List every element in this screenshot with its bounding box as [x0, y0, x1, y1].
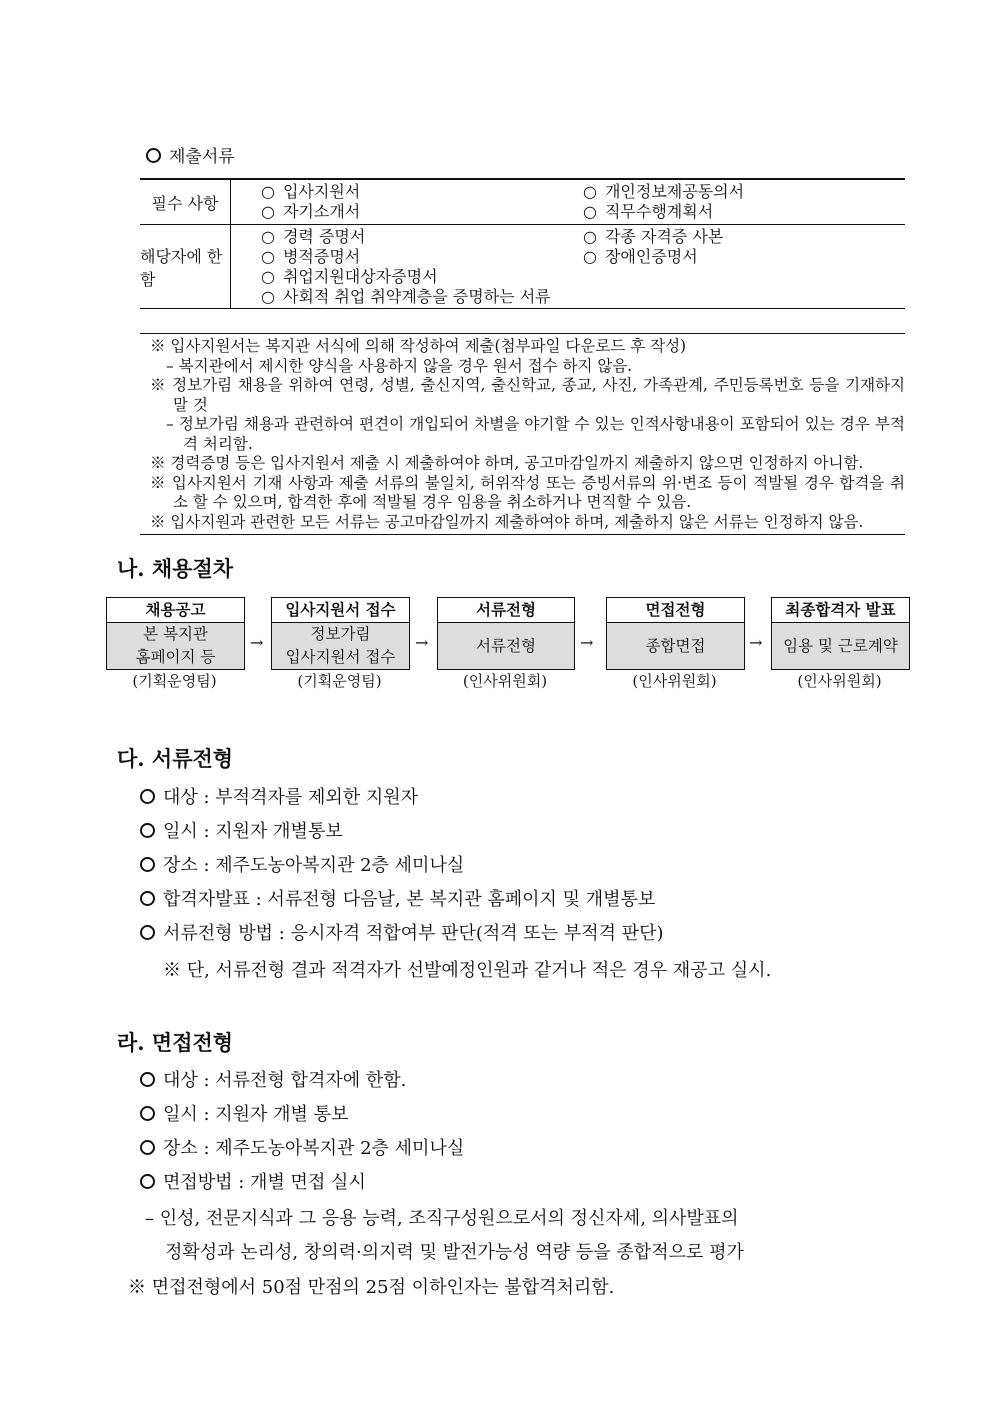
- note-dash-line: – 정보가림 채용과 관련하여 편견이 개입되어 차별을 야기할 수 있는 인적사항내용이 포함되어 있는 경우 부적격 처리함.: [166, 415, 905, 453]
- screening-item: 합격자발표 : 서류전형 다음날, 본 복지관 홈페이지 및 개별통보: [140, 885, 655, 911]
- circle-bullet-icon: [140, 1140, 155, 1155]
- interview-dash-line: 정확성과 논리성, 창의력·의지력 및 발전가능성 역량 등을 종합적으로 평가: [165, 1242, 744, 1263]
- circle-bullet-icon: [140, 823, 155, 838]
- interview-heading: 라. 면접전형: [117, 1030, 234, 1055]
- interview-item: 면접방법 : 개별 면접 실시: [140, 1168, 366, 1194]
- docs-row-optional: [140, 225, 905, 308]
- doc-item: ○ 취업지원대상자증명서: [261, 267, 583, 287]
- step-body: 종합면접: [607, 623, 744, 669]
- process-step-5: [771, 597, 910, 670]
- step-title: 최종합격자 발표: [772, 598, 909, 623]
- note-line: ※ 입사지원서 기재 사항과 제출 서류의 불일치, 허위작성 또는 증빙서류의 위·변조 등이 적발될 경우 합격을 취소 할 수 있으며, 합격한 후에 적발될 경우 임용을 취소하거나 면직할 수 있음.: [150, 473, 905, 511]
- circle-bullet-icon: [140, 1072, 155, 1087]
- note-dash-line: – 복지관에서 제시한 양식을 사용하지 않을 경우 원서 접수 하지 않음.: [166, 356, 633, 375]
- note-line: ※ 입사지원서는 복지관 서식에 의해 작성하여 제출(첨부파일 다운로드 후 작성): [150, 337, 687, 355]
- docs-table: [140, 178, 905, 309]
- step-org: (기획운영팀): [132, 672, 217, 690]
- circle-bullet-icon: [140, 891, 155, 906]
- doc-item: ○ 각종 자격증 사본: [583, 227, 905, 247]
- screening-note: ※ 단, 서류전형 결과 적격자가 선발예정인원과 같거나 적은 경우 재공고 실시.: [163, 960, 772, 981]
- doc-item: ○ 경력 증명서: [261, 227, 583, 247]
- process-step-3: [437, 597, 575, 670]
- step-title: 채용공고: [107, 598, 244, 623]
- screening-item: 장소 : 제주도농아복지관 2층 세미나실: [140, 851, 464, 877]
- process-heading: 나. 채용절차: [117, 556, 234, 581]
- doc-item: ○ 병적증명서: [261, 247, 583, 267]
- doc-item: ○ 장애인증명서: [583, 247, 905, 267]
- screening-heading: 다. 서류전형: [117, 746, 234, 771]
- arrow-right-icon: →: [415, 633, 429, 652]
- screening-item: 일시 : 지원자 개별통보: [140, 817, 343, 843]
- step-body: 본 복지관 홈페이지 등: [107, 623, 244, 669]
- step-org: (인사위원회): [462, 672, 548, 690]
- arrow-right-icon: →: [749, 633, 763, 652]
- step-body: 정보가림 입사지원서 접수: [272, 623, 409, 669]
- interview-item: 대상 : 서류전형 합격자에 한함.: [140, 1066, 406, 1092]
- circle-bullet-icon: [140, 925, 155, 940]
- arrow-right-icon: →: [250, 633, 264, 652]
- circle-bullet-icon: [146, 148, 161, 163]
- interview-note: ※ 면접전형에서 50점 만점의 25점 이하인자는 불합격처리함.: [128, 1277, 615, 1298]
- note-line: ※ 입사지원과 관련한 모든 서류는 공고마감일까지 제출하여야 하며, 제출하지 않은 서류는 인정하지 않음.: [150, 512, 864, 531]
- step-org: (인사위원회): [632, 672, 717, 690]
- interview-item: 일시 : 지원자 개별 통보: [140, 1100, 348, 1126]
- arrow-right-icon: →: [580, 633, 594, 652]
- step-title: 서류전형: [438, 598, 574, 623]
- step-title: 면접전형: [607, 598, 744, 623]
- circle-bullet-icon: [140, 1174, 155, 1189]
- docs-row-required: [140, 180, 905, 225]
- process-step-1: [106, 597, 245, 670]
- doc-item: ○ 입사지원서: [261, 182, 583, 202]
- circle-bullet-icon: [140, 857, 155, 872]
- note-line: ※ 경력증명 등은 입사지원서 제출 시 제출하여야 하며, 공고마감일까지 제출하지 않으면 인정하지 아니함.: [150, 454, 864, 472]
- docs-row-head: 필수 사항: [140, 180, 231, 224]
- screening-item: 서류전형 방법 : 응시자격 적합여부 판단(적격 또는 부적격 판단): [140, 919, 664, 945]
- docs-section-label: 제출서류: [146, 142, 235, 167]
- circle-bullet-icon: [140, 789, 155, 804]
- step-org: (기획운영팀): [297, 672, 382, 690]
- step-body: 서류전형: [438, 623, 574, 669]
- process-step-4: [606, 597, 745, 670]
- doc-item: ○ 직무수행계획서: [583, 202, 905, 222]
- step-org: (인사위원회): [797, 672, 882, 690]
- doc-item: ○ 개인정보제공동의서: [583, 182, 905, 202]
- interview-item: 장소 : 제주도농아복지관 2층 세미나실: [140, 1134, 464, 1160]
- step-title: 입사지원서 접수: [272, 598, 409, 623]
- interview-dash-line: – 인성, 전문지식과 그 응용 능력, 조직구성원으로서의 정신자세, 의사발표의: [145, 1208, 739, 1229]
- process-step-2: [271, 597, 410, 670]
- note-line: ※ 정보가림 채용을 위하여 연령, 성별, 출신지역, 출신학교, 종교, 사진, 가족관계, 주민등록번호 등을 기재하지 말 것: [150, 376, 905, 414]
- step-body: 임용 및 근로계약: [772, 623, 909, 669]
- notes-box: [140, 333, 905, 535]
- screening-item: 대상 : 부적격자를 제외한 지원자: [140, 783, 418, 809]
- docs-row-head: 해당자에 한함: [140, 225, 231, 308]
- doc-item: ○ 사회적 취업 취약계층을 증명하는 서류: [261, 287, 583, 307]
- doc-item: ○ 자기소개서: [261, 202, 583, 222]
- circle-bullet-icon: [140, 1106, 155, 1121]
